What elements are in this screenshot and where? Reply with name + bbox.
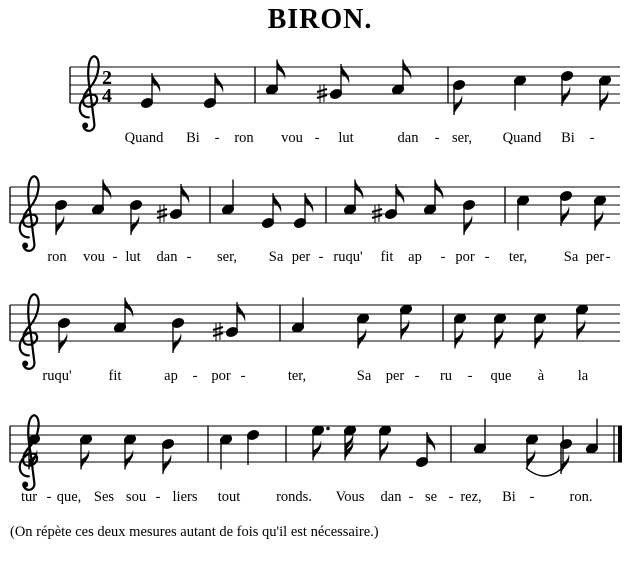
lyric-syllable: Bi	[502, 489, 516, 505]
lyric-syllable: -	[46, 489, 52, 505]
sharp-icon	[317, 89, 327, 92]
lyric-syllable: -	[484, 249, 490, 265]
lyric-syllable: ruqu'	[333, 249, 363, 265]
slur	[526, 468, 562, 476]
lyric-syllable: se	[424, 489, 438, 505]
lyric-syllable: que,	[56, 489, 82, 505]
lyric-syllable: ron	[47, 249, 67, 265]
lyric-syllable: vou	[281, 130, 303, 146]
lyric-syllable: Bi	[186, 130, 200, 146]
lyric-syllable: ser,	[217, 249, 237, 265]
lyric-syllable: per	[291, 249, 311, 265]
lyric-syllable: fit	[108, 368, 122, 384]
lyric-syllable: por	[455, 249, 475, 265]
note-flag	[464, 215, 472, 235]
sharp-icon	[372, 215, 382, 218]
lyric-syllable: ron	[234, 130, 254, 146]
note-flag	[454, 95, 462, 115]
lyric-syllable: Vous	[335, 489, 365, 505]
staff-system-3	[10, 294, 620, 384]
lyric-syllable: ter,	[287, 368, 307, 384]
treble-clef-icon	[22, 361, 28, 367]
lyric-syllable: -	[318, 249, 324, 265]
lyric-syllable: lut	[338, 130, 354, 146]
lyric-syllable: -	[186, 249, 192, 265]
lyric-syllable: que	[490, 368, 512, 384]
lyric-syllable: vou	[83, 249, 105, 265]
sharp-icon	[213, 333, 223, 336]
lyric-syllable: -	[605, 249, 611, 265]
lyric-syllable: dan	[156, 249, 178, 265]
time-signature-bottom: 4	[102, 85, 112, 107]
lyric-syllable: dan	[397, 130, 419, 146]
lyric-syllable: per	[385, 368, 405, 384]
lyric-syllable: -	[589, 130, 595, 146]
lyric-syllable: ron.	[569, 489, 593, 505]
sharp-icon	[372, 209, 382, 212]
staff-system-1	[70, 56, 620, 146]
note-flag	[56, 215, 64, 235]
lyric-syllable: rez,	[460, 489, 482, 505]
lyric-syllable: ap	[164, 368, 178, 384]
sharp-icon	[157, 215, 167, 218]
lyric-syllable: -	[314, 130, 320, 146]
sharp-icon	[317, 95, 327, 98]
lyric-syllable: sou	[125, 489, 147, 505]
treble-clef-icon	[22, 243, 28, 249]
lyric-syllable: liers	[172, 489, 198, 505]
lyric-syllable: lut	[125, 249, 141, 265]
lyric-syllable: -	[214, 130, 220, 146]
note-flag	[173, 333, 181, 353]
lyric-syllable: ruqu'	[42, 368, 72, 384]
lyric-syllable: ronds.	[276, 489, 312, 505]
staff-system-4	[10, 415, 622, 505]
lyric-syllable: per	[585, 249, 605, 265]
dot	[326, 427, 330, 431]
staff-system-2	[10, 176, 620, 265]
lyric-syllable: -	[112, 249, 118, 265]
lyric-syllable: -	[408, 489, 414, 505]
lyric-syllable: Bi	[561, 130, 575, 146]
lyric-syllable: ru	[439, 368, 453, 384]
lyric-syllable: -	[467, 368, 473, 384]
lyric-syllable: Sa	[563, 249, 579, 265]
lyric-syllable: Sa	[356, 368, 372, 384]
lyric-syllable: ap	[408, 249, 422, 265]
lyric-syllable: -	[529, 489, 535, 505]
lyric-syllable: -	[192, 368, 198, 384]
lyric-syllable: -	[240, 368, 246, 384]
sharp-icon	[213, 327, 223, 330]
note-flag	[131, 215, 139, 235]
footnote: (On répète ces deux mesures autant de fois qu'il est nécessaire.)	[10, 524, 379, 540]
lyric-syllable: -	[434, 130, 440, 146]
sharp-icon	[157, 209, 167, 212]
note-flag	[163, 454, 171, 474]
lyric-syllable: -	[448, 489, 454, 505]
lyric-syllable: fit	[380, 249, 394, 265]
lyric-syllable: tur	[20, 489, 38, 505]
lyric-syllable: -	[414, 368, 420, 384]
lyric-syllable: à	[537, 368, 545, 384]
lyric-syllable: por	[211, 368, 231, 384]
lyric-syllable: -	[155, 489, 161, 505]
lyric-syllable: la	[577, 368, 589, 384]
lyric-syllable: -	[440, 249, 446, 265]
lyric-syllable: Sa	[268, 249, 284, 265]
song-title: BIRON.	[267, 4, 373, 35]
lyric-syllable: ser,	[452, 130, 472, 146]
lyric-syllable: tout	[217, 489, 241, 505]
lyric-syllable: Quand	[502, 130, 542, 146]
note-flag	[561, 454, 569, 474]
lyric-syllable: ter,	[508, 249, 528, 265]
time-signature-top: 2	[102, 67, 112, 89]
lyric-syllable: dan	[380, 489, 402, 505]
treble-clef-icon	[22, 482, 28, 488]
lyric-syllable: Ses	[93, 489, 115, 505]
final-barline	[618, 426, 622, 462]
treble-clef-icon	[82, 123, 88, 129]
lyric-syllable: Quand	[124, 130, 164, 146]
note-flag	[59, 333, 67, 353]
